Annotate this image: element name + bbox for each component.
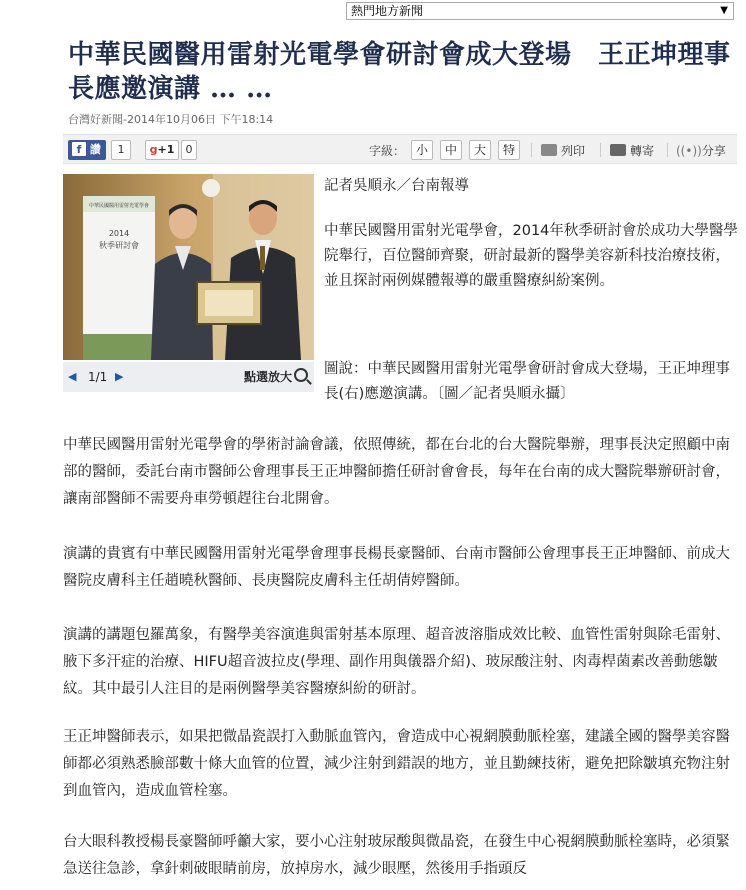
facebook-like-count: 1: [111, 140, 131, 160]
banner-line1: 中華民國醫用雷射光電學會: [88, 203, 150, 209]
hot-news-select-value: 熱門地方新聞: [351, 4, 424, 18]
font-size-small-button[interactable]: 小: [411, 140, 433, 160]
next-photo-icon[interactable]: ▶: [115, 370, 124, 383]
photo-page-number: 1/1: [88, 370, 108, 384]
zoom-button[interactable]: [244, 368, 308, 385]
article-photo[interactable]: [63, 174, 314, 360]
banner-line2: 2014: [108, 229, 130, 238]
toolbar-divider: [667, 143, 668, 157]
share-label: 分享: [701, 144, 726, 158]
body-paragraph: 演講的講題包羅萬象，有醫學美容演進與雷射基本原理、超音波溶脂成效比較、血管性雷射與除毛雷射、腋下多汗症的治療、HIFU超音波拉皮(學理、副作用與儀器介紹)、玻尿酸注射、肉毒桿菌素改善動態皺紋。其中最引人注目的是兩例醫學美容醫療糾紛的研討。: [63, 627, 730, 697]
forward-button[interactable]: [610, 142, 654, 162]
zoom-label: 點選放大: [243, 370, 292, 384]
lead-paragraph: 中華民國醫用雷射光電學會，2014年秋季研討會於成功大學醫學院舉行，百位醫師齊聚，研討最新的醫學美容新科技治療技術，並且探討兩例媒體報導的嚴重醫療糾紛案例。: [324, 223, 738, 289]
banner-line3: 秋季研討會: [99, 241, 139, 250]
google-plus-button[interactable]: [145, 140, 179, 160]
print-button[interactable]: [541, 142, 585, 162]
body-paragraph: 演講的貴賓有中華民國醫用雷射光電學會理事長楊長豪醫師、台南市醫師公會理事長王正坤醫師、前成大醫院皮膚科主任趙曉秋醫師、長庚醫院皮膚科主任胡倩婷醫師。: [63, 546, 730, 589]
top-bar: [0, 0, 746, 22]
font-size-label: 字級：: [369, 144, 406, 158]
share-icon: ((•)): [676, 144, 702, 158]
toolbar-divider: [600, 143, 601, 157]
body-paragraph: 台大眼科教授楊長豪醫師呼籲大家，要小心注射玻尿酸與微晶瓷，在發生中心視網膜動脈栓塞時，必須緊急送往急診，拿針刺破眼睛前房，放掉房水，減少眼壓，然後用手指頭反: [63, 834, 730, 877]
dropdown-arrow-icon: ▼: [720, 5, 728, 16]
toolbar-divider: [531, 143, 532, 157]
magnifier-icon: [294, 368, 308, 382]
printer-icon: [541, 144, 557, 156]
photo-caption: 圖說：中華民國醫用雷射光電學會研討會成大登場，王正坤理事長(右)應邀演講。〔圖／記者吳順永攝〕: [324, 361, 730, 402]
font-size-large-button[interactable]: 大: [469, 140, 491, 160]
prev-photo-icon[interactable]: ◀: [68, 370, 77, 383]
article-meta: 台灣好新聞-2014年10月06日 下午18:14: [68, 113, 274, 126]
font-size-medium-button[interactable]: 中: [440, 140, 462, 160]
facebook-icon: f: [72, 142, 86, 156]
body-paragraph: 中華民國醫用雷射光電學會的學術討論會議，依照傳統，都在台北的台大醫院舉辦，理事長決定照顧中南部的醫師，委託台南市醫師公會理事長王正坤醫師擔任研討會會長，每年在台南的成大醫院舉辦研討會，讓南部醫師不需要舟車勞頓趕往台北開會。: [63, 437, 730, 507]
body-paragraph: 王正坤醫師表示，如果把微晶瓷誤打入動脈血管內，會造成中心視網膜動脈栓塞，建議全國的醫學美容醫師都必須熟悉臉部數十條大血管的位置，減少注射到錯誤的地方，並且勤練技術，避免把除皺填充物注射到血管內，造成血管栓塞。: [63, 729, 730, 799]
google-plus-label: +1: [157, 143, 175, 156]
article-toolbar: [63, 134, 737, 164]
reporter-line: 記者吳順永／台南報導: [324, 178, 469, 194]
facebook-like-button[interactable]: [68, 140, 106, 160]
article-title: 中華民國醫用雷射光電學會研討會成大登場 王正坤理事長應邀演講 … …: [68, 40, 731, 104]
print-label: 列印: [561, 144, 586, 158]
hot-news-select[interactable]: [346, 2, 734, 20]
envelope-icon: [610, 144, 626, 156]
google-plus-count: 0: [181, 140, 197, 160]
font-size-extra-button[interactable]: 特: [498, 140, 520, 160]
facebook-like-label: 讚: [89, 143, 101, 156]
google-plus-icon: g: [149, 143, 158, 156]
photo-pager: [63, 362, 314, 392]
forward-label: 轉寄: [630, 144, 655, 158]
photo-illustration: [63, 174, 314, 360]
share-button[interactable]: [676, 142, 726, 162]
